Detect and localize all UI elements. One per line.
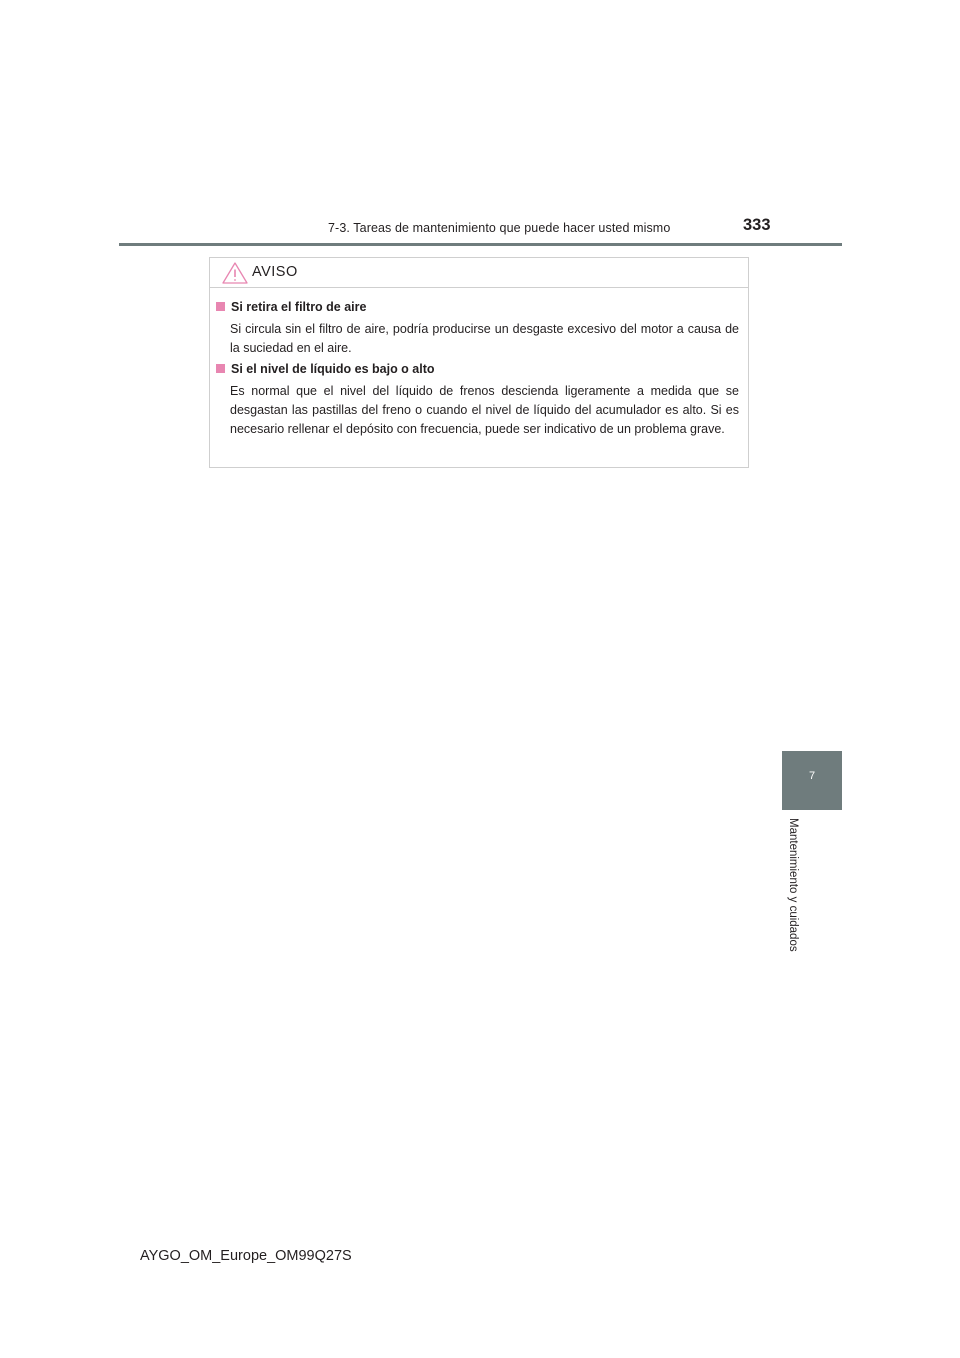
chapter-label-text: Mantenimiento y cuidados bbox=[787, 818, 799, 952]
header-rule bbox=[119, 243, 842, 246]
bullet-square-icon bbox=[216, 302, 225, 311]
section-title: 7-3. Tareas de mantenimiento que puede hacer usted mismo bbox=[328, 221, 671, 235]
notice-item-heading: Si retira el filtro de aire bbox=[216, 300, 366, 314]
page-number: 333 bbox=[743, 216, 771, 234]
notice-item-body: Es normal que el nivel del líquido de frenos descienda ligeramente a medida que se desgastan las pastillas del freno o cuando el nivel de líquido del acumulador es alto. Si es necesario rellenar el depósito con frecuencia, puede ser indicativo de un problema grave. bbox=[230, 384, 739, 436]
notice-title: AVISO bbox=[252, 264, 298, 280]
chapter-label bbox=[786, 818, 800, 978]
bullet-square-icon bbox=[216, 364, 225, 373]
notice-item-body: Si circula sin el filtro de aire, podría producirse un desgaste excesivo del motor a causa de la suciedad en el aire. bbox=[230, 322, 739, 355]
chapter-tab bbox=[782, 751, 842, 810]
document-code: AYGO_OM_Europe_OM99Q27S bbox=[140, 1248, 352, 1264]
warning-triangle-icon bbox=[221, 261, 249, 285]
notice-header bbox=[210, 258, 748, 288]
notice-item-heading: Si el nivel de líquido es bajo o alto bbox=[216, 362, 435, 376]
warning-notice-box bbox=[209, 257, 749, 468]
chapter-number: 7 bbox=[808, 770, 816, 782]
